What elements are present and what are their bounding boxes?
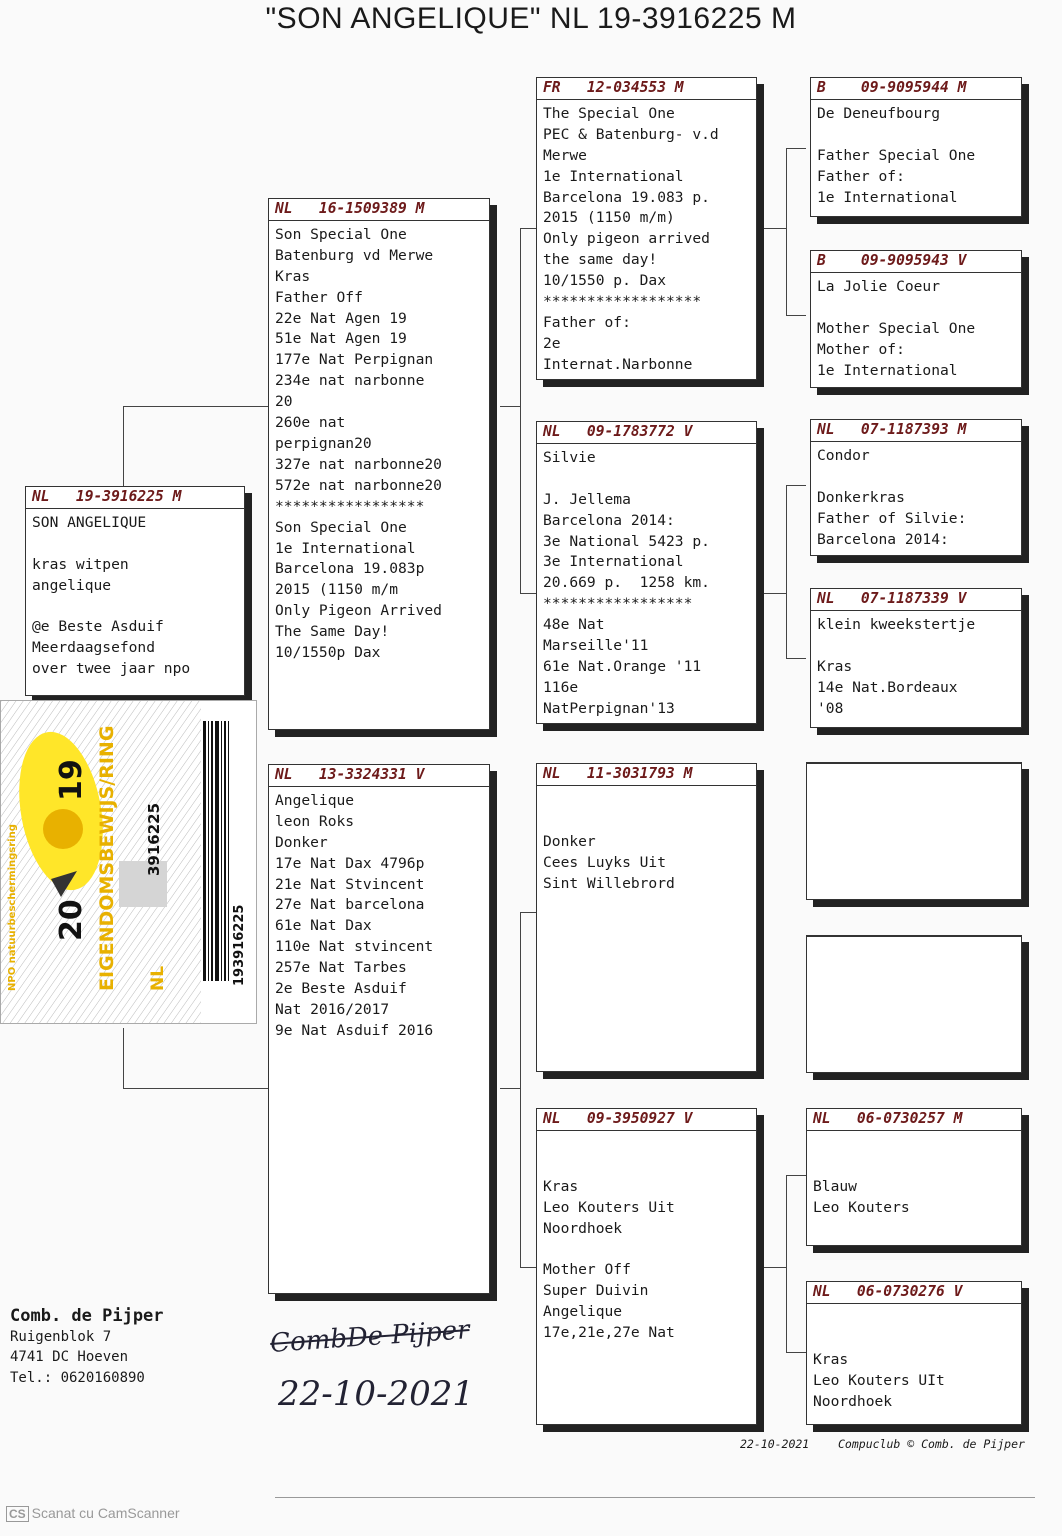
subject-pigeon-card bbox=[25, 486, 245, 696]
pedigree-line: Batenburg vd Merwe bbox=[275, 246, 434, 264]
signature: CombDe Pijper bbox=[269, 1315, 471, 1359]
pedigree-line bbox=[813, 1308, 1015, 1329]
pedigree-line: 20.669 p. 1258 km. bbox=[543, 574, 710, 592]
pedigree-line: 14e Nat.Bordeaux bbox=[817, 678, 958, 696]
pedigree-line: angelique bbox=[32, 576, 112, 594]
ring-number-header: B 09-9095944 M bbox=[811, 78, 1021, 100]
pedigree-line: 3e International bbox=[543, 553, 684, 571]
pedigree-line: '08 bbox=[817, 699, 844, 717]
pedigree-line bbox=[543, 811, 750, 832]
connector bbox=[786, 148, 787, 315]
pedigree-line: 257e Nat Tarbes bbox=[275, 959, 407, 977]
grandfather-paternal-card bbox=[536, 77, 757, 380]
pedigree-line: 48e Nat bbox=[543, 616, 605, 634]
pedigree-line: The Same Day! bbox=[275, 623, 390, 641]
pedigree-line: Merwe bbox=[543, 146, 587, 164]
pedigree-line: 10/1550 p. Dax bbox=[543, 272, 667, 290]
pedigree-line: Father of: bbox=[543, 313, 631, 331]
pedigree-line: @e Beste Asduif bbox=[32, 618, 164, 636]
father-card bbox=[268, 198, 490, 730]
ring-number-header: NL 11-3031793 M bbox=[537, 764, 756, 786]
pedigree-line: Donker bbox=[275, 833, 328, 851]
pedigree-line: kras witpen bbox=[32, 555, 129, 573]
pedigree-line: 572e nat narbonne20 bbox=[275, 476, 442, 494]
pedigree-line: 116e bbox=[543, 678, 579, 696]
connector bbox=[786, 148, 806, 149]
pedigree-line: Son Special One bbox=[275, 518, 407, 536]
pedigree-line: 2e bbox=[543, 334, 561, 352]
pedigree-line: Kras bbox=[275, 267, 311, 285]
pedigree-line: Marseille'11 bbox=[543, 637, 649, 655]
connector bbox=[520, 228, 521, 593]
ring-side-text: NPO natuurbeschermingsring bbox=[7, 824, 18, 991]
pedigree-line: 110e Nat stvincent bbox=[275, 938, 434, 956]
pedigree-line: Condor bbox=[817, 446, 870, 464]
pedigree-line: Noordhoek bbox=[813, 1392, 893, 1410]
pedigree-line: Noordhoek bbox=[543, 1219, 623, 1237]
connector bbox=[123, 406, 124, 486]
connector bbox=[786, 658, 806, 659]
pedigree-line bbox=[32, 534, 238, 555]
scanner-watermark bbox=[6, 1505, 180, 1521]
pedigree-line: Super Duivin bbox=[543, 1282, 649, 1300]
pedigree-line: 1e International bbox=[817, 188, 958, 206]
great-grandparent-card bbox=[810, 588, 1022, 728]
great-grandparent-card bbox=[810, 250, 1022, 388]
great-grandparent-card bbox=[810, 77, 1022, 217]
pedigree-line: Mother of: bbox=[817, 340, 905, 358]
ring-number-header: NL 06-0730276 V bbox=[807, 1282, 1021, 1304]
connector bbox=[786, 1352, 806, 1353]
pedigree-line bbox=[813, 1329, 1015, 1350]
connector bbox=[500, 1088, 520, 1089]
connector bbox=[786, 315, 806, 316]
pedigree-line: Father of: bbox=[817, 167, 905, 185]
pedigree-line: Father Special One bbox=[817, 146, 976, 164]
page-title: "SON ANGELIQUE" NL 19-3916225 M bbox=[265, 2, 797, 35]
pedigree-line: over twee jaar npo bbox=[32, 660, 191, 678]
ring-number-header: NL 07-1187393 M bbox=[811, 420, 1021, 442]
connector bbox=[520, 912, 521, 1267]
great-grandparent-card-empty bbox=[806, 762, 1022, 900]
mother-card bbox=[268, 764, 490, 1294]
pedigree-line bbox=[543, 1239, 750, 1260]
pedigree-line bbox=[32, 597, 238, 618]
pedigree-line bbox=[543, 1135, 750, 1156]
ring-number-header: NL 06-0730257 M bbox=[807, 1109, 1021, 1131]
ring-number-header: B 09-9095943 V bbox=[811, 251, 1021, 273]
scanner-text: Scanat cu CamScanner bbox=[31, 1505, 180, 1521]
ring-number-header: NL 09-1783772 V bbox=[537, 422, 756, 444]
grandmother-paternal-card bbox=[536, 421, 757, 724]
connector bbox=[123, 406, 268, 407]
pedigree-line: ***************** bbox=[543, 595, 693, 613]
connector bbox=[786, 1175, 787, 1352]
pedigree-line: 2e Beste Asduif bbox=[275, 980, 407, 998]
pedigree-line: 2015 (1150 m/m) bbox=[543, 209, 675, 227]
pedigree-line: 27e Nat barcelona bbox=[275, 896, 425, 914]
pedigree-line bbox=[543, 790, 750, 811]
connector bbox=[520, 228, 536, 229]
pedigree-line: Kras bbox=[543, 1177, 579, 1195]
footer-rule bbox=[275, 1497, 1035, 1498]
pedigree-line: 21e Nat Stvincent bbox=[275, 875, 425, 893]
pedigree-line bbox=[543, 469, 750, 490]
pedigree-line: Barcelona 2014: bbox=[817, 530, 949, 548]
owner-phone: Tel.: 0620160890 bbox=[10, 1369, 145, 1386]
pedigree-line: Only pigeon arrived bbox=[543, 230, 710, 248]
pedigree-line: Donker bbox=[543, 832, 596, 850]
pedigree-line: Kras bbox=[817, 657, 853, 675]
pedigree-line bbox=[817, 298, 1015, 319]
footer-date: 22-10-2021 bbox=[740, 1437, 810, 1451]
connector bbox=[786, 485, 806, 486]
grandfather-maternal-card bbox=[536, 763, 757, 1072]
pedigree-line: 17e Nat Dax 4796p bbox=[275, 854, 425, 872]
great-grandparent-card bbox=[806, 1108, 1022, 1246]
pedigree-line: 51e Nat Agen 19 bbox=[275, 330, 407, 348]
pedigree-line: Meerdaagsefond bbox=[32, 639, 156, 657]
pedigree-line: Leo Kouters Uit bbox=[543, 1198, 675, 1216]
pedigree-line: 17e,21e,27e Nat bbox=[543, 1324, 675, 1342]
ring-number-header: NL 13-3324331 V bbox=[269, 765, 489, 787]
owner-city: 4741 DC Hoeven bbox=[10, 1349, 129, 1365]
pedigree-line: 61e Nat.Orange '11 bbox=[543, 657, 702, 675]
pedigree-line: 3e National 5423 p. bbox=[543, 532, 710, 550]
pedigree-line: 22e Nat Agen 19 bbox=[275, 309, 407, 327]
connector bbox=[520, 1267, 536, 1268]
great-grandparent-card-empty bbox=[806, 935, 1022, 1073]
ring-full-number: 193916225 bbox=[232, 904, 247, 986]
connector bbox=[764, 228, 786, 229]
pedigree-line: 327e nat narbonne20 bbox=[275, 455, 442, 473]
camscanner-logo-icon: CS bbox=[6, 1506, 29, 1522]
pedigree-line: The Special One bbox=[543, 104, 675, 122]
ring-ownership-card bbox=[0, 700, 257, 1024]
pedigree-line: Barcelona 19.083p bbox=[275, 560, 425, 578]
pedigree-line: Father Off bbox=[275, 288, 363, 306]
ring-country: NL bbox=[148, 965, 168, 991]
pedigree-line: 9e Nat Asduif 2016 bbox=[275, 1021, 434, 1039]
ring-year-right: 19 bbox=[54, 759, 89, 801]
pedigree-line: Mother Off bbox=[543, 1261, 631, 1279]
pedigree-line: Sint Willebrord bbox=[543, 874, 675, 892]
connector bbox=[786, 485, 787, 658]
pedigree-line: J. Jellema bbox=[543, 490, 631, 508]
ring-card-graphic bbox=[1, 701, 256, 1023]
pedigree-line bbox=[813, 1135, 1015, 1156]
pedigree-line: ***************** bbox=[275, 497, 425, 515]
pedigree-line: Donkerkras bbox=[817, 488, 905, 506]
footer-credit: Compuclub © Comb. de Pijper bbox=[838, 1437, 1025, 1451]
pedigree-line bbox=[543, 1156, 750, 1177]
pedigree-line: De Deneufbourg bbox=[817, 104, 941, 122]
pedigree-line: SON ANGELIQUE bbox=[32, 513, 147, 531]
pedigree-line: 61e Nat Dax bbox=[275, 917, 372, 935]
pedigree-line: Internat.Narbonne bbox=[543, 355, 693, 373]
connector bbox=[123, 1088, 268, 1089]
pedigree-line: 2015 (1150 m/m bbox=[275, 581, 399, 599]
pedigree-line: Kras bbox=[813, 1350, 849, 1368]
pedigree-line: Mother Special One bbox=[817, 319, 976, 337]
pedigree-line: Cees Luyks Uit bbox=[543, 853, 667, 871]
pedigree-line: NatPerpignan'13 bbox=[543, 699, 675, 717]
pedigree-line: Only Pigeon Arrived bbox=[275, 602, 442, 620]
pedigree-line: PEC & Batenburg- v.d bbox=[543, 125, 719, 143]
barcode bbox=[203, 721, 229, 981]
pedigree-line bbox=[817, 125, 1015, 146]
handwritten-date: 22-10-2021 bbox=[278, 1374, 475, 1414]
owner-address bbox=[10, 1306, 164, 1388]
pedigree-line: klein kweekstertje bbox=[817, 615, 976, 633]
pedigree-line: Barcelona 19.083 p. bbox=[543, 188, 710, 206]
connector bbox=[786, 1175, 806, 1176]
pedigree-line: Son Special One bbox=[275, 225, 407, 243]
pedigree-line: 1e International bbox=[817, 361, 958, 379]
pedigree-line: 1e International bbox=[275, 539, 416, 557]
pedigree-line: 260e nat bbox=[275, 414, 346, 432]
ring-title: EIGENDOMSBEWIJS/RING bbox=[96, 725, 118, 991]
pedigree-line: 1e International bbox=[543, 167, 684, 185]
pedigree-line bbox=[817, 636, 1015, 657]
grandmother-maternal-card bbox=[536, 1108, 757, 1425]
ring-number: 3916225 bbox=[145, 802, 163, 876]
pedigree-line: Barcelona 2014: bbox=[543, 511, 675, 529]
connector bbox=[764, 1267, 786, 1268]
pedigree-line: Leo Kouters UIt bbox=[813, 1371, 945, 1389]
pedigree-line: Leo Kouters bbox=[813, 1198, 910, 1216]
ring-number-header: NL 19-3916225 M bbox=[26, 487, 244, 509]
great-grandparent-card bbox=[806, 1281, 1022, 1425]
connector bbox=[520, 593, 536, 594]
pedigree-line: Silvie bbox=[543, 448, 596, 466]
ring-number-header bbox=[807, 936, 1021, 937]
pedigree-line: Angelique bbox=[275, 791, 355, 809]
ring-number-header: FR 12-034553 M bbox=[537, 78, 756, 100]
pedigree-line bbox=[817, 467, 1015, 488]
pedigree-line: the same day! bbox=[543, 251, 658, 269]
pedigree-line: 20 bbox=[275, 393, 293, 411]
ring-number-header: NL 07-1187339 V bbox=[811, 589, 1021, 611]
owner-street: Ruigenblok 7 bbox=[10, 1328, 112, 1345]
ring-year-left: 20 bbox=[54, 899, 89, 941]
pedigree-line: perpignan20 bbox=[275, 434, 372, 452]
pedigree-line: Nat 2016/2017 bbox=[275, 1000, 390, 1018]
pedigree-line: Blauw bbox=[813, 1177, 857, 1195]
pedigree-line: 234e nat narbonne bbox=[275, 372, 425, 390]
pedigree-line: Father of Silvie: bbox=[817, 509, 967, 527]
connector bbox=[764, 593, 786, 594]
pedigree-line: 10/1550p Dax bbox=[275, 644, 381, 662]
pedigree-line: 177e Nat Perpignan bbox=[275, 351, 434, 369]
pedigree-line: La Jolie Coeur bbox=[817, 277, 941, 295]
ring-number-header: NL 09-3950927 V bbox=[537, 1109, 756, 1131]
pedigree-line bbox=[813, 1156, 1015, 1177]
pedigree-line: Angelique bbox=[543, 1303, 623, 1321]
owner-name: Comb. de Pijper bbox=[10, 1306, 164, 1326]
connector bbox=[123, 1028, 124, 1088]
connector bbox=[500, 406, 520, 407]
pedigree-line: leon Roks bbox=[275, 812, 355, 830]
ring-number-header bbox=[807, 763, 1021, 764]
pedigree-line: ****************** bbox=[543, 293, 702, 311]
connector bbox=[520, 912, 536, 913]
great-grandparent-card bbox=[810, 419, 1022, 556]
ring-number-header: NL 16-1509389 M bbox=[269, 199, 489, 221]
